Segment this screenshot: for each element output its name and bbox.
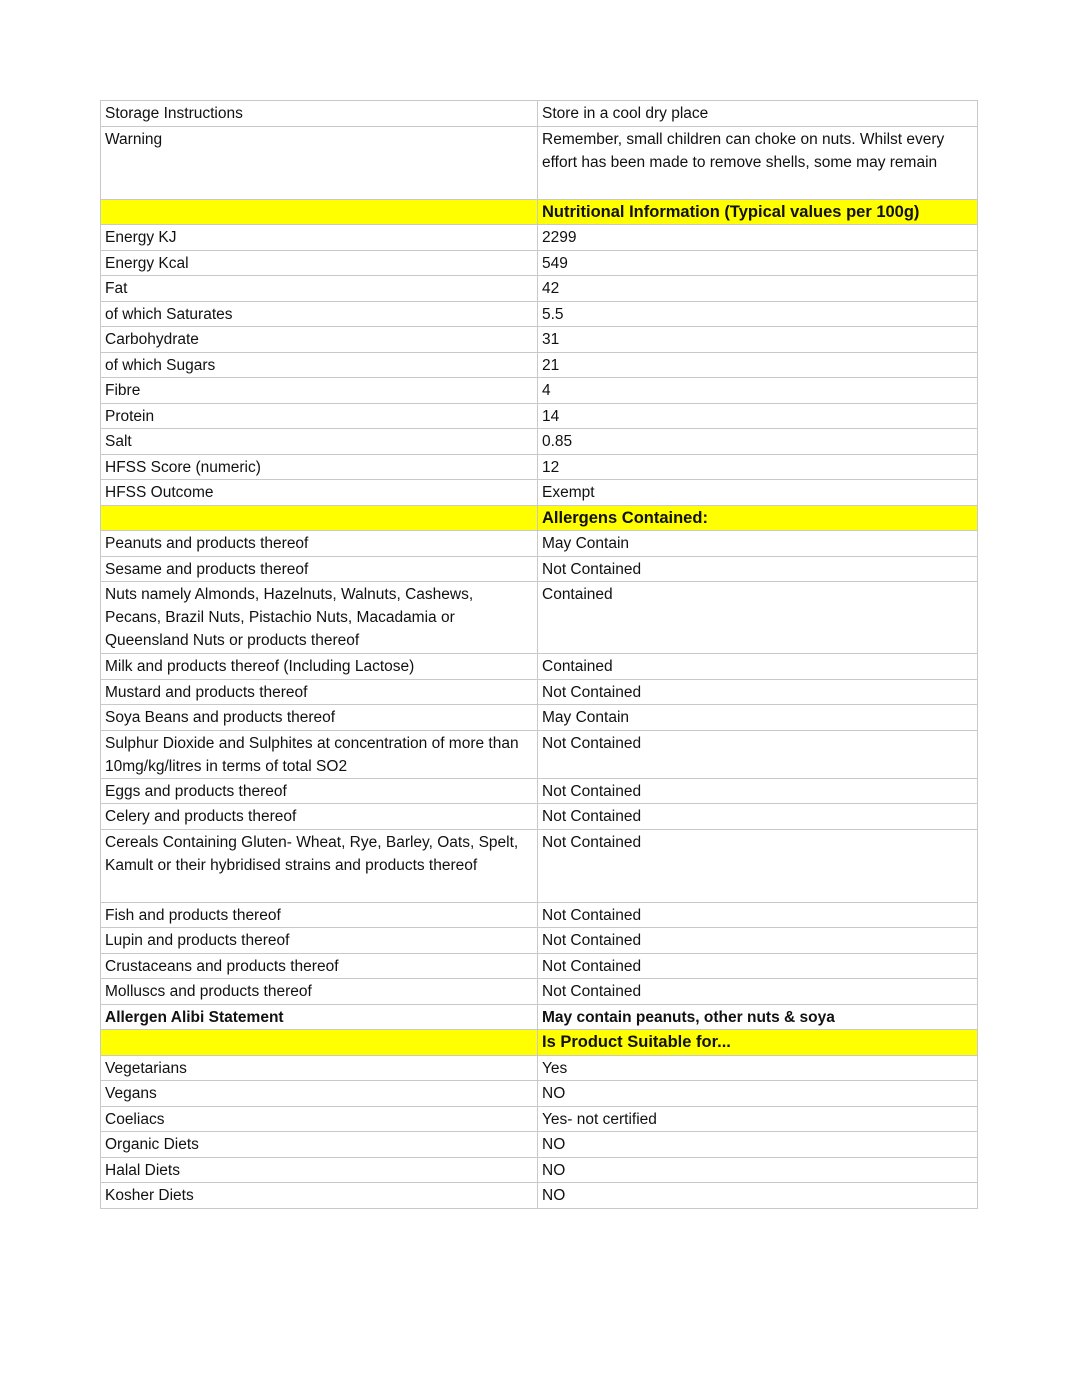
row-value: 31 — [538, 327, 978, 353]
row-label: Fat — [101, 276, 538, 302]
row-label: Peanuts and products thereof — [101, 531, 538, 557]
row-value: 5.5 — [538, 301, 978, 327]
table-row — [101, 429, 978, 455]
row-value: 21 — [538, 352, 978, 378]
section-title: Allergens Contained: — [538, 505, 978, 531]
table-row — [101, 378, 978, 404]
table-row — [101, 928, 978, 954]
table-row — [101, 679, 978, 705]
table-row — [101, 403, 978, 429]
row-value: Not Contained — [538, 804, 978, 830]
row-value: NO — [538, 1132, 978, 1158]
row-value: Not Contained — [538, 679, 978, 705]
row-value: Not Contained — [538, 778, 978, 804]
table-row — [101, 1055, 978, 1081]
table-row — [101, 480, 978, 506]
row-label: Storage Instructions — [101, 101, 538, 127]
table-row — [101, 556, 978, 582]
table-row — [101, 804, 978, 830]
row-value: Not Contained — [538, 902, 978, 928]
row-value: Yes — [538, 1055, 978, 1081]
row-label: Molluscs and products thereof — [101, 979, 538, 1005]
section-spacer — [101, 1030, 538, 1056]
row-label: HFSS Outcome — [101, 480, 538, 506]
table-row — [101, 654, 978, 680]
row-value: NO — [538, 1183, 978, 1209]
table-row — [101, 705, 978, 731]
row-value: Not Contained — [538, 829, 978, 902]
row-label: of which Sugars — [101, 352, 538, 378]
row-label: Cereals Containing Gluten- Wheat, Rye, Barley, Oats, Spelt, Kamult or their hybridised strains and products thereof — [101, 829, 538, 902]
table-row — [101, 582, 978, 654]
row-label: Fibre — [101, 378, 538, 404]
row-label: Celery and products thereof — [101, 804, 538, 830]
table-row — [101, 301, 978, 327]
table-row — [101, 730, 978, 778]
row-label: Soya Beans and products thereof — [101, 705, 538, 731]
table-row — [101, 1106, 978, 1132]
table-row — [101, 1132, 978, 1158]
product-spec-table — [100, 100, 978, 1209]
row-value: Exempt — [538, 480, 978, 506]
row-value: Not Contained — [538, 928, 978, 954]
table-row — [101, 1183, 978, 1209]
table-row — [101, 454, 978, 480]
table-row — [101, 101, 978, 127]
section-header-nutrition — [101, 199, 978, 225]
row-value: 14 — [538, 403, 978, 429]
row-value: 42 — [538, 276, 978, 302]
allergen-alibi-row — [101, 1004, 978, 1030]
row-label: Crustaceans and products thereof — [101, 953, 538, 979]
table-row — [101, 979, 978, 1005]
table-row — [101, 953, 978, 979]
row-label: Coeliacs — [101, 1106, 538, 1132]
table-row — [101, 126, 978, 199]
row-value: Contained — [538, 654, 978, 680]
table-row — [101, 1157, 978, 1183]
row-label: Milk and products thereof (Including Lactose) — [101, 654, 538, 680]
row-value: NO — [538, 1157, 978, 1183]
section-title: Is Product Suitable for... — [538, 1030, 978, 1056]
section-header-allergens — [101, 505, 978, 531]
row-value: Not Contained — [538, 730, 978, 778]
row-label: Carbohydrate — [101, 327, 538, 353]
row-value: 2299 — [538, 225, 978, 251]
row-value: 4 — [538, 378, 978, 404]
table-row — [101, 902, 978, 928]
row-label: Lupin and products thereof — [101, 928, 538, 954]
row-value: Not Contained — [538, 953, 978, 979]
row-label: Organic Diets — [101, 1132, 538, 1158]
row-value: Store in a cool dry place — [538, 101, 978, 127]
row-value: Not Contained — [538, 556, 978, 582]
row-label: Vegetarians — [101, 1055, 538, 1081]
row-label: Sesame and products thereof — [101, 556, 538, 582]
row-label: Vegans — [101, 1081, 538, 1107]
row-value: Not Contained — [538, 979, 978, 1005]
table-row — [101, 327, 978, 353]
row-value: NO — [538, 1081, 978, 1107]
row-value: Yes- not certified — [538, 1106, 978, 1132]
row-label: Protein — [101, 403, 538, 429]
row-value: May Contain — [538, 531, 978, 557]
row-label: Nuts namely Almonds, Hazelnuts, Walnuts, Cashews, Pecans, Brazil Nuts, Pistachio Nuts, Macadamia or Queensland Nuts or products thereof — [101, 582, 538, 654]
row-label: Eggs and products thereof — [101, 778, 538, 804]
row-value: Contained — [538, 582, 978, 654]
table-row — [101, 778, 978, 804]
row-label: Energy Kcal — [101, 250, 538, 276]
row-value: 0.85 — [538, 429, 978, 455]
section-spacer — [101, 505, 538, 531]
row-value: Remember, small children can choke on nuts. Whilst every effort has been made to remove shells, some may remain — [538, 126, 978, 199]
row-label: Allergen Alibi Statement — [101, 1004, 538, 1030]
row-value: 549 — [538, 250, 978, 276]
row-label: Sulphur Dioxide and Sulphites at concentration of more than 10mg/kg/litres in terms of total SO2 — [101, 730, 538, 778]
section-spacer — [101, 199, 538, 225]
row-label: Salt — [101, 429, 538, 455]
table-row — [101, 276, 978, 302]
row-label: Halal Diets — [101, 1157, 538, 1183]
table-row — [101, 225, 978, 251]
row-label: Mustard and products thereof — [101, 679, 538, 705]
table-row — [101, 531, 978, 557]
row-value: 12 — [538, 454, 978, 480]
table-row — [101, 250, 978, 276]
row-label: Energy KJ — [101, 225, 538, 251]
table-row — [101, 829, 978, 902]
row-value: May contain peanuts, other nuts & soya — [538, 1004, 978, 1030]
row-label: HFSS Score (numeric) — [101, 454, 538, 480]
row-label: Fish and products thereof — [101, 902, 538, 928]
row-label: Kosher Diets — [101, 1183, 538, 1209]
row-label: of which Saturates — [101, 301, 538, 327]
row-label: Warning — [101, 126, 538, 199]
row-value: May Contain — [538, 705, 978, 731]
section-header-suitability — [101, 1030, 978, 1056]
section-title: Nutritional Information (Typical values per 100g) — [538, 199, 978, 225]
table-row — [101, 352, 978, 378]
table-row — [101, 1081, 978, 1107]
